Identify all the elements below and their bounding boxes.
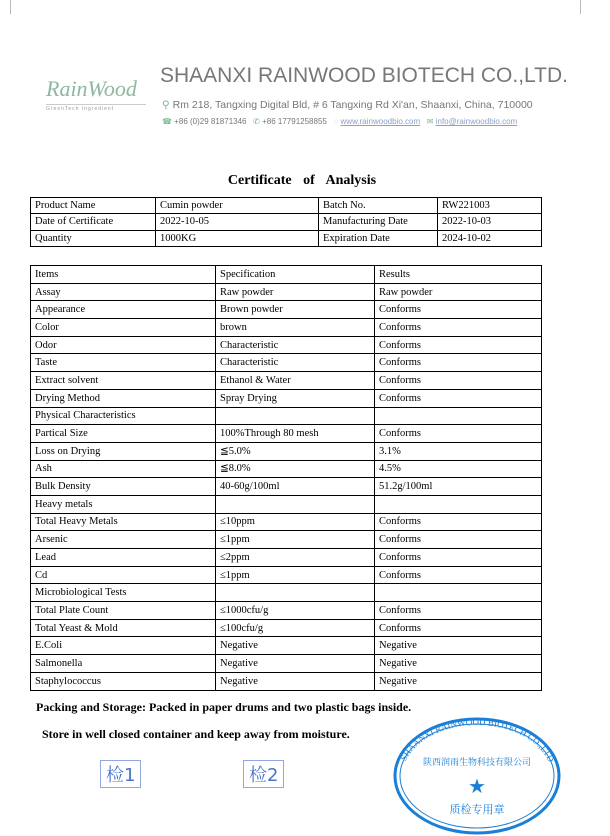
table-cell: Negative [216,655,375,673]
table-cell: 51.2g/100ml [375,478,542,496]
table-cell: Total Plate Count [31,602,216,620]
table-row [31,407,542,425]
table-row [31,584,542,602]
table-cell: Conforms [375,389,542,407]
table-cell: Negative [375,655,542,673]
address-text: Rm 218, Tangxing Digital Bld, # 6 Tangxing Rd Xi'an, Shaanxi, China, 710000 [172,99,533,111]
phone-icon: ✆ [253,117,260,126]
table-row [31,301,542,319]
email-link[interactable]: info@rainwoodbio.com [435,117,518,126]
table-cell [375,407,542,425]
table-cell: 100%Through 80 mesh [216,425,375,443]
table-cell: Odor [31,336,216,354]
table-cell: Conforms [375,336,542,354]
table-row [31,513,542,531]
table-cell: Appearance [31,301,216,319]
table-cell: Total Heavy Metals [31,513,216,531]
table-row [31,283,542,301]
company-name: SHAANXI RAINWOOD BIOTECH CO.,LTD. [160,64,568,87]
document-title: Certificate of Analysis [227,173,377,188]
table-cell: ≤100cfu/g [216,619,375,637]
table-cell: Color [31,319,216,337]
table-cell: Partical Size [31,425,216,443]
table-cell: 1000KG [156,230,319,246]
table-cell: E.Coli [31,637,216,655]
table-cell: Arsenic [31,531,216,549]
table-cell: Date of Certificate [31,214,156,230]
table-row [31,602,542,620]
table-row [31,531,542,549]
table-cell: Conforms [375,513,542,531]
table-row [31,619,542,637]
table-cell: Microbiological Tests [31,584,216,602]
table-cell: Conforms [375,319,542,337]
table-cell: Characteristic [216,354,375,372]
table-cell: Batch No. [319,198,438,214]
table-cell: ≤10ppm [216,513,375,531]
table-cell: Spray Drying [216,389,375,407]
table-cell: Product Name [31,198,156,214]
inspector-1-signature: 检1 [100,760,141,788]
table-cell: Staphylococcus [31,672,216,690]
logo-tagline: GreenTech Ingredient [46,104,146,112]
product-info-table [30,197,542,247]
table-row [31,319,542,337]
contact-line [162,117,517,126]
table-cell: Conforms [375,354,542,372]
mail-icon: ✉ [426,117,434,126]
table-row [31,336,542,354]
table-cell: RW221003 [438,198,542,214]
table-cell: ≦5.0% [216,442,375,460]
table-cell [375,495,542,513]
inspector-2-signature: 检2 [243,760,284,788]
company-logo [46,76,146,112]
table-cell [375,584,542,602]
logo-text: RainWood [46,76,137,101]
table-row [31,372,542,390]
table-cell: Conforms [375,619,542,637]
table-cell: Ethanol & Water [216,372,375,390]
table-row [31,549,542,567]
crop-mark [0,0,11,14]
table-cell: ≤1ppm [216,531,375,549]
table-header-row [31,266,542,284]
table-cell: 2022-10-03 [438,214,542,230]
table-cell: Conforms [375,301,542,319]
table-row [31,460,542,478]
stamp-outer-text: SHAANXI RAINWOOD BIOTECH CO.,LTD [398,717,557,764]
table-row [31,389,542,407]
table-cell: Negative [375,672,542,690]
table-cell: brown [216,319,375,337]
table-cell: Brown powder [216,301,375,319]
table-cell: Physical Characteristics [31,407,216,425]
star-icon: ★ [468,776,486,798]
table-cell: ≤1000cfu/g [216,602,375,620]
table-cell: ≤2ppm [216,549,375,567]
table-cell: Raw powder [375,283,542,301]
table-cell: Heavy metals [31,495,216,513]
table-row [31,637,542,655]
packing-note: Packing and Storage: Packed in paper drums and two plastic bags inside. [36,700,412,714]
storage-note: Store in well closed container and keep away from moisture. [42,727,350,741]
specification-table [30,265,542,691]
table-cell [216,495,375,513]
table-cell: Conforms [375,602,542,620]
table-cell: Conforms [375,531,542,549]
telephone-icon: ☎ [162,117,172,126]
table-row [31,214,542,230]
table-cell: Characteristic [216,336,375,354]
stamp-inner-text: 陕西润雨生物科技有限公司 [422,758,532,768]
company-address [162,99,533,111]
stamp-bottom-text: 质检专用章 [449,803,505,816]
table-cell: Raw powder [216,283,375,301]
company-seal-stamp [392,717,562,835]
table-cell: ≤1ppm [216,566,375,584]
table-cell: Conforms [375,566,542,584]
table-cell: Conforms [375,372,542,390]
svg-text:SHAANXI RAINWOOD BIOTECH CO.,L [398,717,556,764]
table-row [31,354,542,372]
table-cell: Negative [216,637,375,655]
table-cell: Lead [31,549,216,567]
tel: +86 (0)29 81871346 [174,117,247,126]
table-cell: Specification [216,266,375,284]
table-cell: 2024-10-02 [438,230,542,246]
crop-mark [580,0,591,14]
table-cell: ≦8.0% [216,460,375,478]
location-pin-icon: ⚲ [162,99,170,111]
table-cell: Cumin powder [156,198,319,214]
table-cell: Expiration Date [319,230,438,246]
table-cell: Negative [375,637,542,655]
table-cell [216,584,375,602]
table-row [31,672,542,690]
table-row [31,442,542,460]
table-cell: Drying Method [31,389,216,407]
table-cell: 40-60g/100ml [216,478,375,496]
table-cell [216,407,375,425]
table-cell: Assay [31,283,216,301]
table-cell: 4.5% [375,460,542,478]
table-cell: Conforms [375,549,542,567]
table-cell: Ash [31,460,216,478]
table-cell: Items [31,266,216,284]
table-row [31,198,542,214]
globe-icon: ◌ [333,117,339,126]
mobile: +86 17791258855 [262,117,327,126]
table-row [31,478,542,496]
table-cell: 3.1% [375,442,542,460]
table-row [31,425,542,443]
table-cell: Loss on Drying [31,442,216,460]
table-cell: Negative [216,672,375,690]
table-cell: Results [375,266,542,284]
table-cell: Conforms [375,425,542,443]
table-cell: Cd [31,566,216,584]
website-link[interactable]: www.rainwoodbio.com [340,117,421,126]
table-row [31,566,542,584]
table-cell: Extract solvent [31,372,216,390]
table-cell: Manufacturing Date [319,214,438,230]
table-cell: 2022-10-05 [156,214,319,230]
table-cell: Total Yeast & Mold [31,619,216,637]
table-cell: Quantity [31,230,156,246]
table-cell: Bulk Density [31,478,216,496]
table-row [31,495,542,513]
table-row [31,230,542,246]
table-cell: Salmonella [31,655,216,673]
table-cell: Taste [31,354,216,372]
table-row [31,655,542,673]
